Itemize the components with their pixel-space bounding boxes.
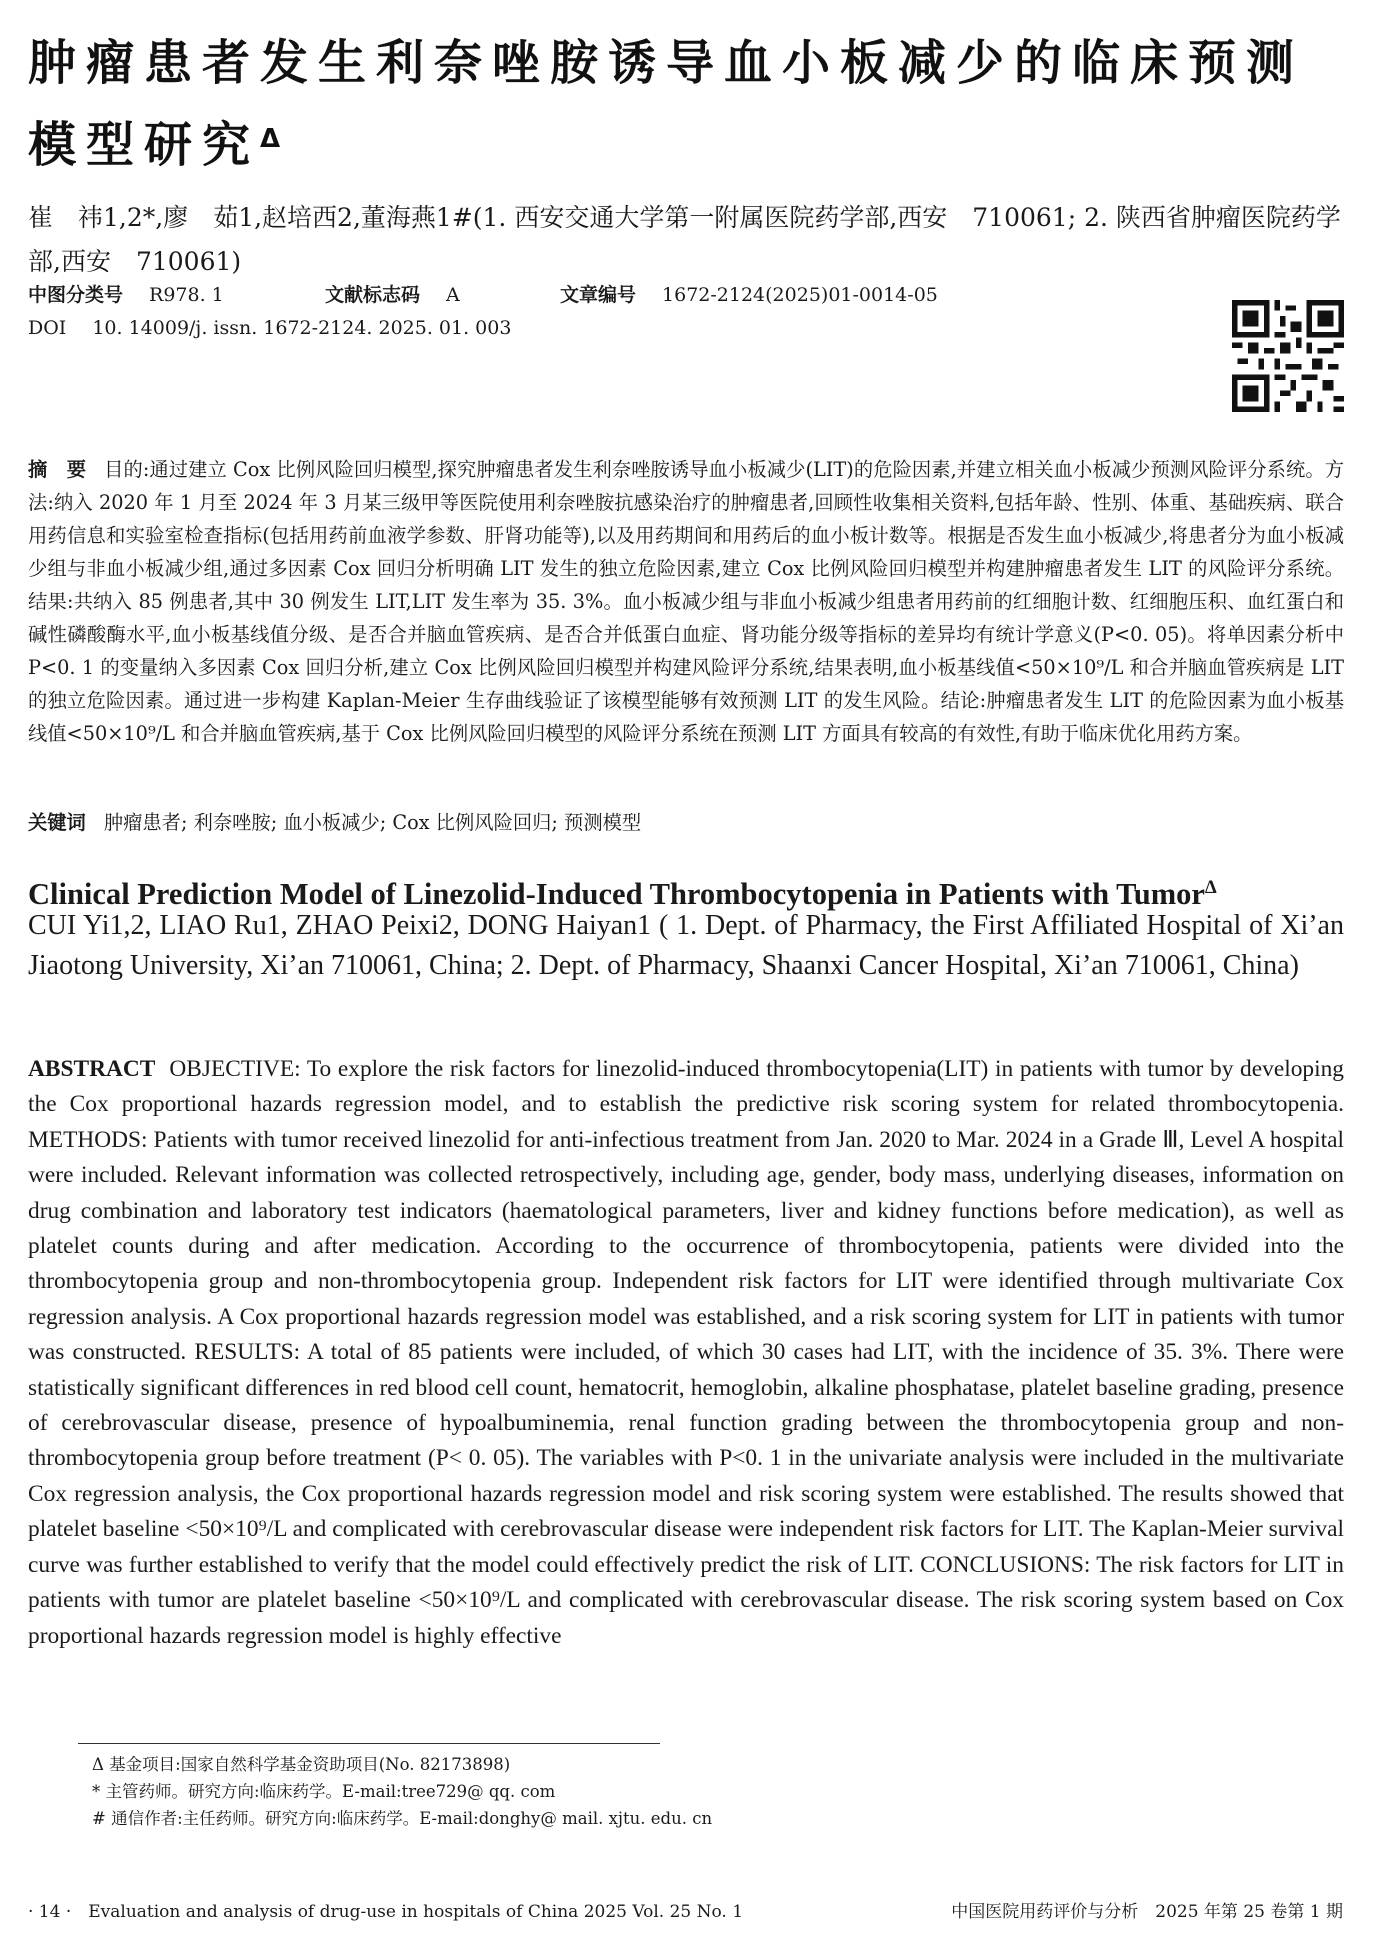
chinese-keywords bbox=[28, 806, 1344, 839]
chinese-keywords-text: 肿瘤患者; 利奈唑胺; 血小板减少; Cox 比例风险回归; 预测模型 bbox=[103, 811, 642, 834]
footer-journal-english: · 14 · Evaluation and analysis of drug-use in hospitals of China 2025 Vol. 25 No. 1 bbox=[28, 1902, 744, 1922]
chinese-abstract-label: 摘 要 bbox=[28, 458, 87, 481]
fund-mark: Δ bbox=[260, 124, 281, 154]
english-title: Clinical Prediction Model of Linezolid-Induced Thrombocytopenia in Patients with Tumor$^\Delta$ bbox=[28, 877, 1217, 912]
english-abstract-label: ABSTRACT bbox=[28, 1056, 156, 1082]
footnote-corresponding-author: # 通信作者:主任药师。研究方向:临床药学。E-mail:donghy@ mail. xjtu. edu. cn bbox=[92, 1809, 713, 1828]
chinese-title: 肿瘤患者发生利奈唑胺诱导血小板减少的临床预测模型研究$^\Delta$ bbox=[28, 35, 1305, 173]
english-abstract-text: OBJECTIVE: To explore the risk factors for linezolid-induced thrombocytopenia(LIT) in patients with tumor by developing the Cox proportional hazards regression model, and to establish the predictive risk scoring system for related thrombocytopenia. METHODS: Patients with tumor received linezolid for anti-infectious treatment from Jan. 2020 to Mar. 2024 in a Grade Ⅲ, Level A hospital were included. Relevant information was collected retrospectively, including age, gender, body mass, underlying diseases, information on drug combination and laboratory test indicators (haematological parameters, liver and kidney functions before medication), as well as platelet counts during and after medication. According to the occurrence of thrombocytopenia, patients were divided into the thrombocytopenia group and non-thrombocytopenia group. Independent risk factors for LIT were identified through multivariate Cox regression analysis. A Cox proportional hazards regression model was established, and a risk scoring system for LIT in patients with tumor was constructed. RESULTS: A total of 85 patients were included, of which 30 cases had LIT, with the incidence of 35. 3%. There were statistically significant differences in red blood cell count, hematocrit, hemoglobin, alkaline phosphatase, platelet baseline grading, presence of cerebrovascular disease, presence of hypoalbuminemia, renal function grading between the thrombocytopenia group and non-thrombocytopenia group before treatment (P< 0. 05). The variables with P<0. 1 in the univariate analysis were included in the multivariate Cox regression analysis, the Cox proportional hazards regression model and risk scoring system were established. The results showed that platelet baseline <50×10⁹/L and complicated with cerebrovascular disease were independent risk factors for LIT. The Kaplan-Meier survival curve was further established to verify that the model could effectively predict the risk of LIT. CONCLUSIONS: The risk factors for LIT in patients with tumor are platelet baseline <50×10⁹/L and complicated with cerebrovascular disease. The risk scoring system based on Cox proportional hazards regression model is highly effective bbox=[28, 1056, 1344, 1649]
doi: DOI 10. 14009/j. issn. 1672-2124. 2025. 01. 003 bbox=[28, 317, 512, 339]
footnote-first-author: * 主管药师。研究方向:临床药学。E-mail:tree729@ qq. com bbox=[92, 1782, 556, 1801]
english-fund-mark: Δ bbox=[1204, 877, 1217, 898]
footer-journal-chinese: 中国医院用药评价与分析 2025 年第 25 卷第 1 期 bbox=[951, 1902, 1343, 1922]
footnote-funding: Δ 基金项目:国家自然科学基金资助项目(No. 82173898) bbox=[92, 1755, 511, 1774]
article-number: 文章编号 1672-2124(2025)01-0014-05 bbox=[560, 284, 938, 306]
qr-code-icon bbox=[1232, 300, 1344, 412]
clc-number: 中图分类号 R978. 1 bbox=[28, 284, 224, 306]
chinese-authors-affiliations: 崔 祎1,2*,廖 茹1,赵培西2,董海燕1#(1. 西安交通大学第一附属医院药学部,西安 710061; 2. 陕西省肿瘤医院药学部,西安 710061) bbox=[28, 203, 1341, 276]
english-abstract bbox=[28, 1052, 1344, 1654]
chinese-abstract bbox=[28, 453, 1344, 750]
chinese-keywords-label: 关键词 bbox=[28, 811, 86, 834]
english-authors-affiliations: CUI Yi1,2, LIAO Ru1, ZHAO Peixi2, DONG Haiyan1 ( 1. Dept. of Pharmacy, the First Affiliated Hospital of Xi’an Jiaotong University, Xi’an 710061, China; 2. Dept. of Pharmacy, Shaanxi Cancer Hospital, Xi’an 710061, China) bbox=[28, 910, 1344, 981]
document-code: 文献标志码 A bbox=[325, 284, 460, 306]
chinese-abstract-text: 目的:通过建立 Cox 比例风险回归模型,探究肿瘤患者发生利奈唑胺诱导血小板减少(LIT)的危险因素,并建立相关血小板减少预测风险评分系统。方法:纳入 2020 年 1 月至 2024 年 3 月某三级甲等医院使用利奈唑胺抗感染治疗的肿瘤患者,回顾性收集相关资料,包括年龄、性别、体重、基础疾病、联合用药信息和实验室检查指标(包括用药前血液学参数、肝肾功能等),以及用药期间和用药后的血小板计数等。根据是否发生血小板减少,将患者分为血小板减少组与非血小板减少组,通过多因素 Cox 回归分析明确 LIT 发生的独立危险因素,建立 Cox 比例风险回归模型并构建肿瘤患者发生 LIT 的风险评分系统。结果:共纳入 85 例患者,其中 30 例发生 LIT,LIT 发生率为 35. 3%。血小板减少组与非血小板减少组患者用药前的红细胞计数、红细胞压积、血红蛋白和碱性磷酸酶水平,血小板基线值分级、是否合并脑血管疾病、是否合并低蛋白血症、肾功能分级等指标的差异均有统计学意义(P<0. 05)。将单因素分析中 P<0. 1 的变量纳入多因素 Cox 回归分析,建立 Cox 比例风险回归模型并构建风险评分系统,结果表明,血小板基线值<50×10⁹/L 和合并脑血管疾病是 LIT 的独立危险因素。通过进一步构建 Kaplan-Meier 生存曲线验证了该模型能够有效预测 LIT 的发生风险。结论:肿瘤患者发生 LIT 的危险因素为血小板基线值<50×10⁹/L 和合并脑血管疾病,基于 Cox 比例风险回归模型的风险评分系统在预测 LIT 方面具有较高的有效性,有助于临床优化用药方案。 bbox=[28, 458, 1344, 745]
footnote-divider bbox=[78, 1743, 660, 1744]
